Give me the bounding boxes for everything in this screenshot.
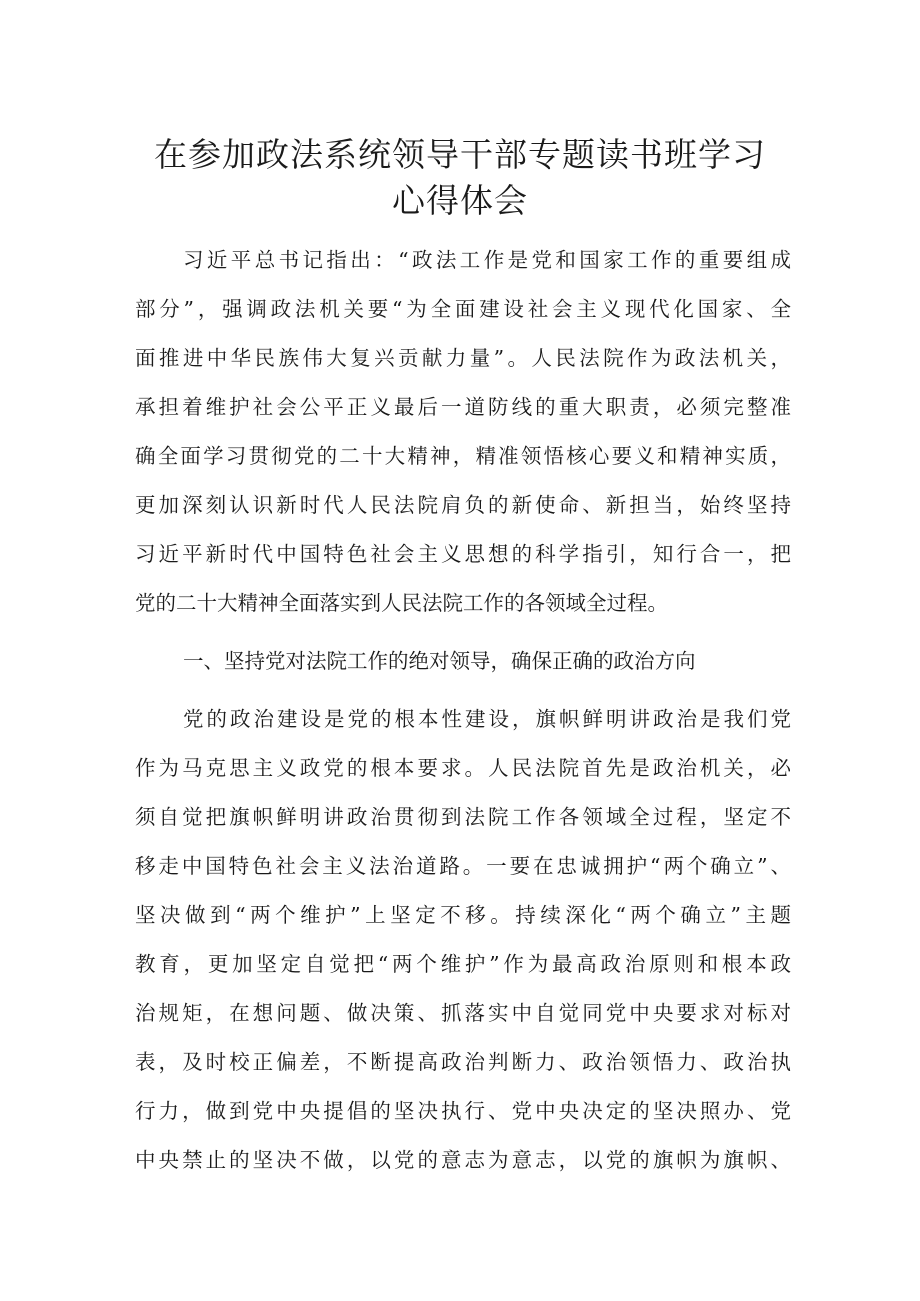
- paragraph-1-line: 确全面学习贯彻党的二十大精神，精准领悟核心要义和精神实质，: [135, 444, 791, 468]
- paragraph-1-line: 部分”，强调政法机关要“为全面建设社会主义现代化国家、全: [135, 297, 791, 321]
- paragraph-1-line: 习近平新时代中国特色社会主义思想的科学指引，知行合一，把: [135, 542, 791, 566]
- paragraph-1-line: 承担着维护社会公平正义最后一道防线的重大职责，必须完整准: [135, 395, 791, 419]
- paragraph-2-line: 须自觉把旗帜鲜明讲政治贯彻到法院工作各领域全过程，坚定不: [135, 805, 791, 829]
- paragraph-2-line: 教育，更加坚定自觉把“两个维护”作为最高政治原则和根本政: [135, 952, 791, 976]
- paragraph-2-line: 作为马克思主义政党的根本要求。人民法院首先是政治机关，必: [135, 756, 791, 780]
- paragraph-2-line: 中央禁止的坚决不做，以党的意志为意志，以党的旗帜为旗帜、: [135, 1148, 791, 1172]
- paragraph-2-line: 表，及时校正偏差，不断提高政治判断力、政治领悟力、政治执: [135, 1050, 791, 1074]
- paragraph-1-line: 更加深刻认识新时代人民法院肩负的新使命、新担当，始终坚持: [135, 493, 791, 517]
- section-1-heading: 一、坚持党对法院工作的绝对领导，确保正确的政治方向: [183, 649, 696, 673]
- paragraph-2-line: 党的政治建设是党的根本性建设，旗帜鲜明讲政治是我们党: [183, 707, 791, 731]
- paragraph-1-line: 习近平总书记指出：“政法工作是党和国家工作的重要组成: [183, 248, 791, 272]
- paragraph-2-line: 坚决做到“两个维护”上坚定不移。持续深化“两个确立”主题: [135, 903, 791, 927]
- paragraph-2-line: 治规矩，在想问题、做决策、抓落实中自觉同党中央要求对标对: [135, 1001, 791, 1025]
- paragraph-1-line: 面推进中华民族伟大复兴贡献力量”。人民法院作为政法机关，: [135, 346, 791, 370]
- paragraph-2-line: 移走中国特色社会主义法治道路。一要在忠诚拥护“两个确立”、: [135, 854, 791, 878]
- paragraph-2-line: 行力，做到党中央提倡的坚决执行、党中央决定的坚决照办、党: [135, 1099, 791, 1123]
- document-title-line-1: 在参加政法系统领导干部专题读书班学习: [154, 135, 766, 174]
- paragraph-1-line: 党的二十大精神全面落实到人民法院工作的各领域全过程。: [135, 591, 668, 615]
- document-title-line-2: 心得体会: [392, 181, 528, 220]
